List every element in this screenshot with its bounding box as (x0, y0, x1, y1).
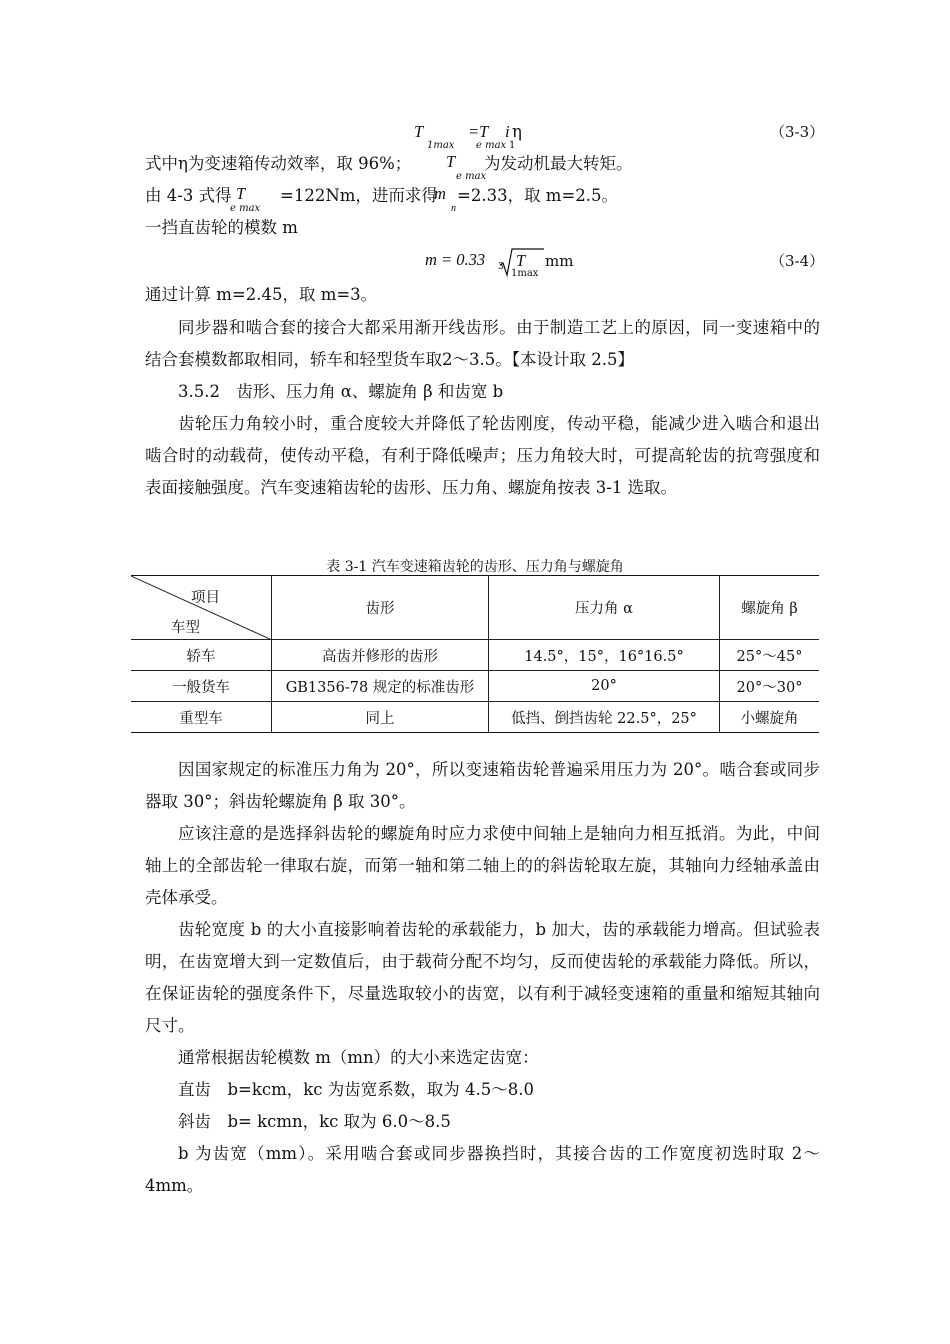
table-row (131, 640, 819, 671)
table-cell: 小螺旋角 (720, 702, 820, 733)
table-row (131, 702, 819, 733)
table-cell: 低挡、倒挡齿轮 22.5°，25° (489, 702, 720, 733)
header-helix-angle: 螺旋角 β (720, 576, 820, 640)
line2-sub-emax: e max (230, 203, 261, 214)
line2-sub-n: n (451, 203, 456, 214)
table-cell: 同上 (272, 702, 489, 733)
eq34-T: T (516, 251, 526, 270)
table-cell: 14.5°，15°，16°16.5° (489, 640, 720, 671)
table-caption: 表 3-1 汽车变速箱齿轮的齿形、压力角与螺旋角 (326, 559, 624, 575)
line2-suffix: =2.33，取 m=2.5。 (457, 186, 619, 205)
table-cell: 高齿并修形的齿形 (272, 640, 489, 671)
header-vehicle: 车型 (171, 620, 200, 636)
eq34-lhs: m = 0.33 (425, 250, 486, 269)
line2-value: =122Nm，进而求得 (280, 186, 438, 205)
table-cell: 20°～30° (720, 671, 820, 702)
paragraph-standard-angle: 因国家规定的标准压力角为 20°，所以变速箱齿轮普遍采用压力为 20°。啮合套或同步器取 30°；斜齿轮螺旋角 β 取 30°。 (145, 760, 820, 811)
table-cell: GB1356-78 规定的标准齿形 (272, 671, 489, 702)
line1-suffix: 为发动机最大转矩。 (484, 154, 633, 173)
table-diagonal-header (131, 576, 272, 640)
line1-prefix: 式中η为变速箱传动效率，取 96%； (145, 154, 412, 173)
paragraph-face-width: 齿轮宽度 b 的大小直接影响着齿轮的承载能力，b 加大，齿的承载能力增高。但试验表明，在齿宽增大到一定数值后，由于载荷分配不均匀，反而使齿轮的承载能力降低。所以，在保证齿轮的强度条件下，尽量选取较小的齿宽，以有利于减轻变速箱的重量和缩短其轴向尺寸。 (145, 920, 820, 1035)
line2-T: T (236, 184, 246, 203)
eq33-eta: η (512, 122, 522, 141)
header-item: 项目 (191, 590, 220, 606)
table-header-row (131, 576, 819, 640)
table-cell: 25°～45° (720, 640, 820, 671)
paragraph-select-width: 通常根据齿轮模数 m（mn）的大小来选定齿宽： (178, 1048, 539, 1067)
eq34-number: （3-4） (770, 252, 825, 270)
table-cell: 重型车 (131, 702, 272, 733)
paragraph-helical-gear: 斜齿 b= kcmn，kc 取为 6.0～8.5 (178, 1112, 451, 1131)
text-line-4: 通过计算 m=2.45，取 m=3。 (145, 285, 378, 304)
table-cell: 20° (489, 671, 720, 702)
eq33-eq-T: =T (468, 122, 489, 141)
table-cell: 轿车 (131, 640, 272, 671)
header-pressure-angle: 压力角 α (489, 576, 720, 640)
eq33-sub-1max: 1max (427, 140, 455, 151)
paragraph-spur-gear: 直齿 b=kcm，kc 为齿宽系数，取为 4.5～8.0 (178, 1080, 534, 1099)
line1-sub-emax: e max (456, 171, 487, 182)
line1-T: T (446, 152, 456, 171)
header-tooth-form: 齿形 (272, 576, 489, 640)
paragraph-pressure-angle: 齿轮压力角较小时，重合度较大并降低了轮齿刚度，传动平稳，能减少进入啮合和退出啮合时的动载荷，使传动平稳，有利于降低噪声；压力角较大时，可提高轮齿的抗弯强度和表面接触强度。汽车变速箱齿轮的齿形、压力角、螺旋角按表 3-1 选取。 (145, 414, 820, 497)
eq34-unit: mm (545, 252, 574, 270)
eq33-i: i (505, 122, 510, 141)
eq33-number: （3-3） (770, 123, 825, 141)
eq33-T: T (414, 122, 424, 141)
table-row (131, 671, 819, 702)
line2-prefix: 由 4-3 式得 (145, 186, 232, 205)
eq33-sub-emax: e max (476, 140, 507, 151)
table-cell: 一般货车 (131, 671, 272, 702)
paragraph-sync-modulus: 同步器和啮合套的接合大都采用渐开线齿形。由于制造工艺上的原因，同一变速箱中的结合套模数都取相同，轿车和轻型货车取2～3.5。【本设计取 2.5】 (145, 318, 820, 369)
text-line-3: 一挡直齿轮的模数 m (145, 218, 298, 237)
eq34-sub-1max: 1max (511, 268, 539, 279)
eq34-root-index: 3 (498, 262, 504, 272)
line2-m: m (434, 184, 446, 203)
eq33-sub-1: 1 (509, 140, 516, 151)
section-heading-3-5-2: 3.5.2 齿形、压力角 α、螺旋角 β 和齿宽 b (178, 382, 504, 401)
paragraph-helix-direction: 应该注意的是选择斜齿轮的螺旋角时应力求使中间轴上是轴向力相互抵消。为此，中间轴上的全部齿轮一律取右旋，而第一轴和第二轴上的的斜齿轮取左旋，其轴向力经轴承盖由壳体承受。 (145, 824, 820, 907)
paragraph-engagement-width: b 为齿宽（mm）。采用啮合套或同步器换挡时，其接合齿的工作宽度初选时取 2～4mm。 (145, 1144, 820, 1195)
gear-table (131, 575, 819, 733)
